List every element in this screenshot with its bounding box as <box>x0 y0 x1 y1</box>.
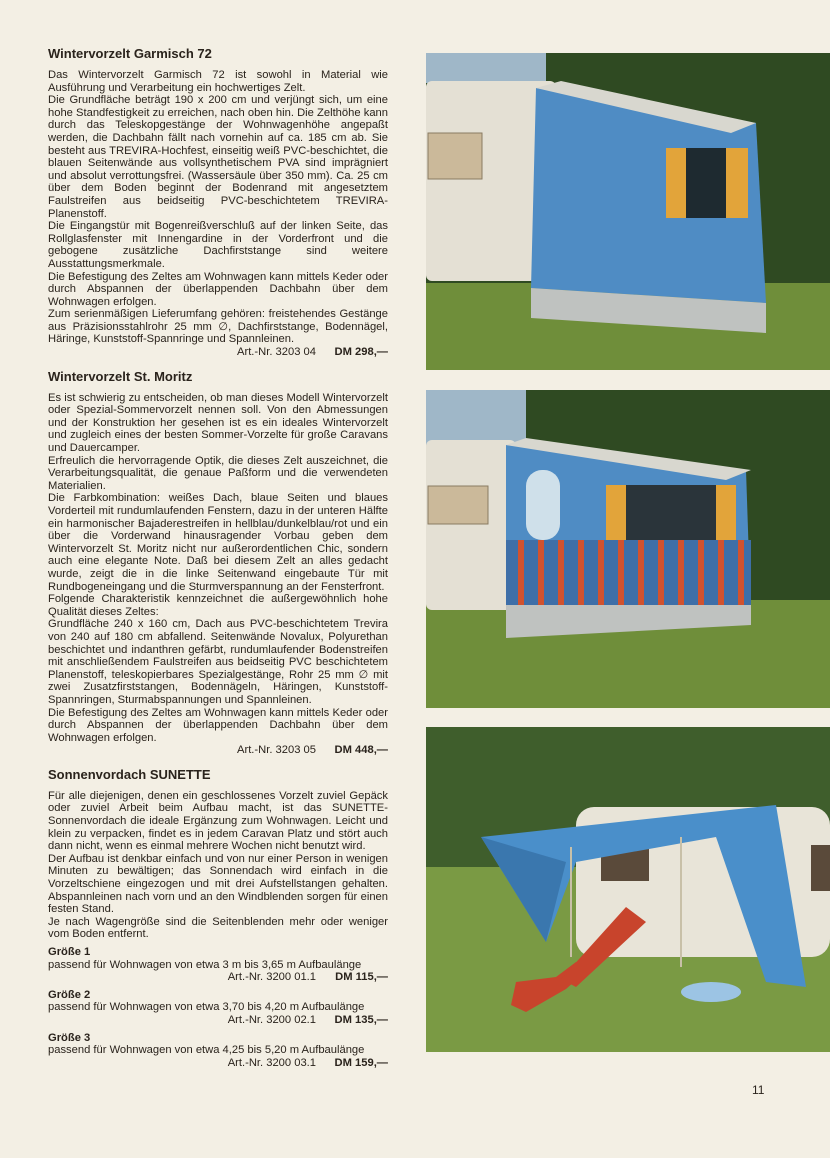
paragraph: Die Farbkombination: weißes Dach, blaue Seiten und blaues Vorderteil mit rundumlaufenden Fenstern, dazu in der unteren Hälfte ein harmonischer Bajaderestreifen in hellblau/dunkelblau/rot und ein über die Vorderwand hinausragender Vorbau geben dem Wintervorzelt St. Moritz nicht nur außerordentlichen Chic, sondern auch eine elegante Note. Daß bei diesem Zelt an alles gedacht wurde, zeigt die in die linke Seitenwand eingebaute Tür mit Rundbogeneingang und die Sturmverspannung an der Fensterfront. <box>48 492 388 593</box>
paragraph: Grundfläche 240 x 160 cm, Dach aus PVC-beschichtetem Trevira von 240 auf 180 cm abfallend. Seitenwände Novalux, Polyurethan beschichtet und indanthren gefärbt, rundumlaufender Bodenstreifen mit anschließendem Faulstreifen aus beidseitig PVC beschichtetem Planenstoff, teleskopierbares Spezialgestänge, Rohr 25 mm ∅ mit zwei Zusatzfirststangen, Bodennägeln, Häringen, Kunststoff-Spannringen, Sturmabspannungen und Spannleinen. <box>48 618 388 706</box>
paragraph: Die Befestigung des Zeltes am Wohnwagen kann mittels Keder oder durch Abspannen der überlappenden Dachbahn über dem Wohnwagen erfolgen. <box>48 270 388 308</box>
paragraph: Zum serienmäßigen Lieferumfang gehören: freistehendes Gestänge aus Präzisionsstahlrohr 25 mm ∅, Dachfirststange, Bodennägel, Häringe, Kunststoff-Spannringe und Spannleinen. <box>48 308 388 346</box>
paragraph: Die Befestigung des Zeltes am Wohnwagen kann mittels Keder oder durch Abspannen der überlappenden Dachbahn über dem Wohnwagen erfolgen. <box>48 706 388 744</box>
article-number: Art.-Nr. 3200 03.1 <box>227 1056 316 1069</box>
article-number-row <box>48 1014 388 1027</box>
paragraph: Der Aufbau ist denkbar einfach und von nur einer Person in wenigen Minuten zu bewältigen; das Sonnendach wird einfach in die Vorzeltschiene eingezogen und mit drei Aufstellstangen gehalten. Abspannleinen nach vorn und an den Windblenden sorgen für einen festen Stand. <box>48 852 388 916</box>
article-number-row <box>48 971 388 984</box>
paragraph: Je nach Wagengröße sind die Seitenblenden mehr oder weniger vom Boden entfernt. <box>48 915 388 941</box>
text-column <box>48 46 388 1079</box>
size-option <box>48 989 388 1027</box>
paragraph: Die Eingangstür mit Bogenreißverschluß auf der linken Seite, das Rollglasfenster mit Innengardine in der Vorderfront und die gebogene zusätzliche Dachfirststange sind weitere Ausstattungsmerkmale. <box>48 220 388 270</box>
size-heading: Größe 1 <box>48 946 91 958</box>
page-number: 11 <box>752 1083 765 1097</box>
size-description: passend für Wohnwagen von etwa 3,70 bis 4,20 m Aufbaulänge <box>48 1001 365 1014</box>
paragraph: Die Grundfläche beträgt 190 x 200 cm und verjüngt sich, um eine hohe Standfestigkeit zu erreichen, nach oben hin. Die Zelthöhe kann durch das Teleskopgestänge der Wohnwagenhöhe angepaßt werden, die Dachbahn fällt nach vornehin auf ca. 185 cm ab. Sie besteht aus TREVIRA-Hochfest, einseitig weiß PVC-beschichtet, die blauen Seitenwände aus vollsynthetischem PVA sind imprägniert und absolut verrottungsfrei. (Wassersäule über 350 mm). Ca. 25 cm über dem Boden beginnt der Bodenrand mit angesetztem Faulstreifen aus beidseitig PVC-beschichtetem TREVIRA-Planenstoff. <box>48 94 388 220</box>
price: DM 448,— <box>334 744 388 757</box>
paragraph: Es ist schwierig zu entscheiden, ob man dieses Modell Wintervorzelt oder Spezial-Sommervorzelt nennen soll. Von den Abmessungen und der Konstruktion her gesehen ist es ein ideales Wintervorzelt und zugleich eines der besten Sommer-Vorzelte für große Caravans und Dauercamper. <box>48 391 388 455</box>
photo-sunette-awning <box>426 727 830 1052</box>
article-number: Art.-Nr. 3200 02.1 <box>227 1013 316 1026</box>
photo-st-moritz-tent <box>426 390 830 708</box>
size-description: passend für Wohnwagen von etwa 4,25 bis 5,20 m Aufbaulänge <box>48 1044 365 1057</box>
size-description: passend für Wohnwagen von etwa 3 m bis 3,65 m Aufbaulänge <box>48 958 362 971</box>
article-number-row <box>48 744 388 757</box>
size-heading: Größe 3 <box>48 1031 91 1044</box>
article-title: Wintervorzelt Garmisch 72 <box>48 46 212 61</box>
article-number-row <box>48 346 388 359</box>
article-number: Art.-Nr. 3203 05 <box>237 744 316 757</box>
article-st-moritz <box>48 369 388 757</box>
size-heading: Größe 2 <box>48 988 91 1001</box>
article-number: Art.-Nr. 3203 04 <box>237 346 316 359</box>
price: DM 115,— <box>335 971 388 984</box>
photo-garmisch-tent <box>426 53 830 370</box>
article-garmisch <box>48 46 388 359</box>
paragraph: Folgende Charakteristik kennzeichnet die außergewöhnlich hohe Qualität dieses Zeltes: <box>48 593 388 618</box>
price: DM 298,— <box>334 346 388 359</box>
paragraph: Für alle diejenigen, denen ein geschlossenes Vorzelt zuviel Gepäck oder zuviel Arbeit beim Aufbau macht, ist das SUNETTE-Sonnenvordach die ideale Ergänzung zum Wohnwagen. Leicht und klein zu verpacken, findet es in jedem Caravan Platz und stört auch dann nicht, wenn es einmal mehrere Wochen nicht benutzt wird. <box>48 789 388 853</box>
article-number-row <box>48 1057 388 1070</box>
price: DM 135,— <box>334 1013 388 1026</box>
size-option <box>48 946 388 984</box>
paragraph: Erfreulich die hervorragende Optik, die dieses Zelt auszeichnet, die Verarbeitungsqualität, die genaue Paßform und die verwendeten Materialien. <box>48 454 388 492</box>
paragraph: Das Wintervorzelt Garmisch 72 ist sowohl in Material wie Ausführung und Verarbeitung ein hochwertiges Zelt. <box>48 69 388 94</box>
price: DM 159,— <box>334 1056 388 1069</box>
size-option <box>48 1032 388 1070</box>
article-number: Art.-Nr. 3200 01.1 <box>227 971 316 984</box>
article-title: Sonnenvordach SUNETTE <box>48 766 211 782</box>
article-sunette <box>48 767 388 1069</box>
article-title: Wintervorzelt St. Moritz <box>48 368 193 384</box>
